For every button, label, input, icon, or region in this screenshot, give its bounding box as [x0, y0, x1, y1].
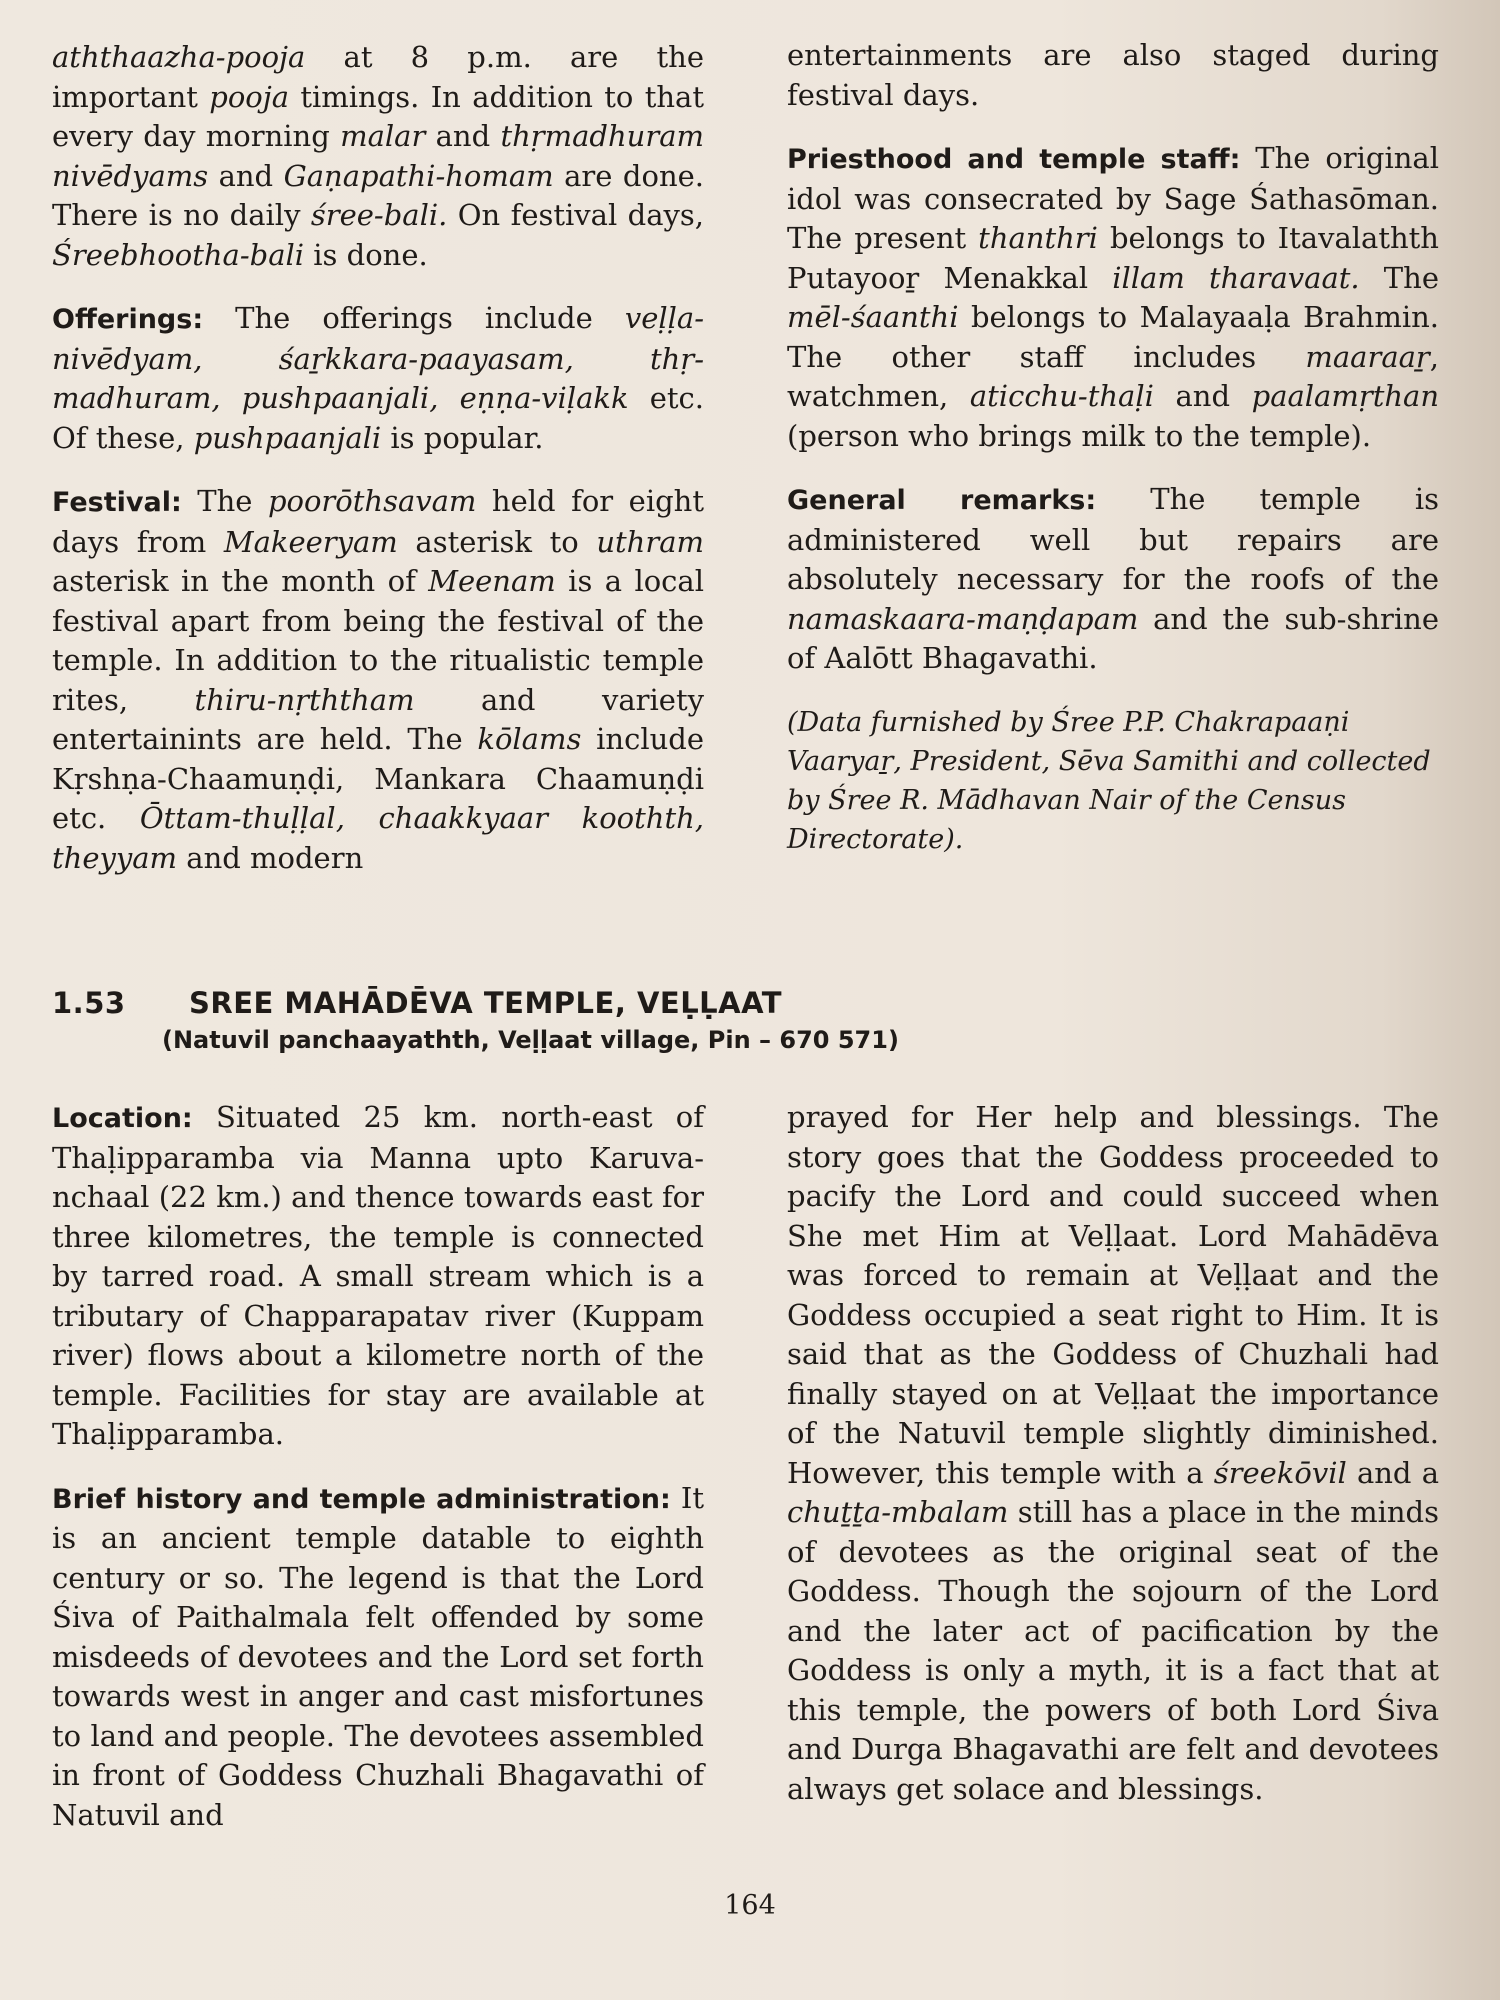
paragraph-offerings — [52, 299, 704, 458]
text-run: The — [1359, 260, 1439, 295]
heading-history: Brief history and temple administration: — [52, 1483, 671, 1515]
italic-term: aticchu-thaḷi — [969, 379, 1154, 413]
italic-term: malar — [340, 119, 426, 153]
paragraph-entertainments — [787, 36, 1439, 115]
text-run: still has a place in the minds of devotees as the original seat of the Goddess. Though the sojourn of the Lord and the later act of pacification by the Goddess is only a myth, it is a fact that at this temple, the powers of both Lord Śiva and Durga Bhagavathi are felt and devotees always get solace and blessings. — [787, 1495, 1439, 1806]
text-run: is a local festival apart from being the festival of the temple. In addition to the ritualistic temple rites, — [52, 564, 704, 717]
paragraph-history — [52, 1479, 704, 1836]
text-run: and a — [1346, 1455, 1439, 1490]
italic-term: kōlams — [477, 722, 582, 756]
italic-term: veḷḷa-nivēdyam, śaṟkkara-paayasam, thṛ-madhuram, pushpaanjali, eṇṇa-viḷakk — [52, 301, 704, 415]
italic-term: thṛmadhuram nivēdyams — [52, 119, 704, 193]
text-run: include Kṛshṇa-Chaamuṇḍi, Mankara Chaamuṇḍi etc. — [52, 722, 704, 835]
italic-term: mēl-śaanthi — [787, 300, 959, 334]
italic-term: pushpaanjali — [193, 420, 382, 455]
text-run: Situated 25 km. north-east of Thaḷipparamba via Manna upto Karuva-nchaal (22 km.) and thence towards east for three kilometres, the temple is connected by tarred road. A small stream which is a tributary of Chapparapatav river (Kuppam river) flows about a kilometre north of the temple. Facilities for stay are available at Thaḷipparamba. — [52, 1100, 704, 1451]
text-run: belongs to Itavalathth Putayooṟ Menakkal — [787, 221, 1439, 295]
text-run: at 8 p.m. are the important — [52, 40, 704, 114]
italic-term: pooja — [209, 79, 290, 114]
column-top-right — [787, 36, 1439, 883]
text-run: are done. There is no daily — [52, 158, 704, 232]
text-run: entertainments are also staged during festival days. — [787, 38, 1439, 112]
paragraph-legend — [787, 1098, 1439, 1809]
italic-term: maaraaṟ — [1305, 339, 1430, 374]
text-run: timings. In addition to that every day morning — [52, 79, 704, 153]
text-run: The temple is administered well but repairs are absolutely necessary for the roofs of the — [787, 482, 1440, 596]
paragraph-location — [52, 1098, 704, 1455]
italic-term: paalamṛthan — [1251, 379, 1440, 413]
italic-term: namaskaara-maṇḍapam — [787, 601, 1139, 636]
heading-location: Location: — [52, 1103, 193, 1134]
text-run: prayed for Her help and blessings. The story goes that the Goddess proceeded to pacify the Lord and could succeed when She met Him at Veḷḷaat. Lord Mahādēva was forced to remain at Veḷḷaat and the Goddess occupied a seat right to Him. It is said that as the Goddess of Chuzhali had finally stayed on at Veḷḷaat the importance of the Natuvil temple slightly diminished. However, this temple with a — [787, 1100, 1439, 1490]
text-run: , watchmen, — [787, 339, 1439, 413]
heading-festival: Festival: — [52, 487, 182, 518]
paragraph-general-remarks — [787, 480, 1439, 679]
column-top-left — [52, 38, 704, 902]
text-run: and modern — [177, 840, 364, 875]
paragraph-priesthood — [787, 139, 1439, 456]
data-credit: (Data furnished by Śree P.P. Chakrapaaṇi Vaaryaṟ, President, Sēva Samithi and collected by Śree R. Mādhavan Nair of the Census Directorate). — [787, 706, 1431, 855]
italic-term: aththaazha-pooja — [52, 40, 306, 74]
italic-term: śreekōvil — [1213, 1455, 1347, 1490]
column-bottom-left — [52, 1098, 704, 1859]
page-number: 164 — [724, 1890, 776, 1921]
text-run: On festival days, — [447, 198, 704, 232]
text-run: is popular. — [381, 420, 544, 455]
heading-offerings: Offerings: — [52, 304, 204, 335]
column-bottom-right — [787, 1098, 1439, 1833]
section-number: 1.53 — [52, 986, 126, 1020]
text-run: The — [181, 484, 268, 518]
text-run: The original idol was consecrated by Sage Śathasōman. The present — [787, 141, 1439, 255]
text-run: and variety entertainints are held. The — [52, 682, 704, 756]
italic-term: illam tharavaat. — [1112, 260, 1360, 295]
heading-general-remarks: General remarks: — [787, 485, 1097, 516]
text-run: The offerings include — [203, 301, 625, 335]
text-run: and — [208, 158, 284, 193]
heading-priesthood: Priesthood and temple staff: — [787, 144, 1241, 175]
text-run: (person who brings milk to the temple). — [787, 418, 1372, 453]
italic-term: Ōttam-thuḷḷal, chaakkyaar koothth, theyyam — [52, 801, 704, 875]
paragraph-festival — [52, 482, 704, 878]
italic-term: Meenam — [428, 564, 556, 598]
text-run: asterisk in the month of — [52, 564, 429, 598]
italic-term: Gaṇapathi-homam — [283, 158, 554, 193]
italic-term: chuṯṯa-mbalam — [787, 1495, 1009, 1529]
text-run: asterisk to — [397, 524, 597, 559]
paragraph-pooja-timings — [52, 38, 704, 275]
text-run: It is an ancient temple datable to eighth century or so. The legend is that the Lord Śiva of Paithalmala felt offended by some misdeeds of devotees and the Lord set forth towards west in anger and cast misfortunes to land and people. The devotees assembled in front of Goddess Chuzhali Bhagavathi of Natuvil and — [52, 1480, 704, 1832]
text-run: held for eight days from — [52, 484, 704, 559]
italic-term: Makeeryam — [223, 524, 398, 559]
text-run: etc. Of these, — [52, 381, 704, 455]
italic-term: poorōthsavam — [267, 484, 477, 518]
section-title-text: SREE MAHĀDĒVA TEMPLE, VEḶḶAAT — [189, 986, 783, 1020]
italic-term: Śreebhootha-bali — [52, 237, 305, 272]
italic-term: thanthri — [978, 221, 1098, 255]
text-run: belongs to Malayaaḷa Brahmin. The other staff includes — [787, 300, 1439, 374]
italic-term: uthram — [596, 524, 704, 559]
italic-term: thiru-nṛththam — [194, 682, 415, 717]
italic-term: śree-bali. — [310, 198, 448, 232]
text-run: and — [1153, 379, 1252, 413]
section-title — [52, 986, 782, 1020]
text-run: is done. — [304, 237, 428, 272]
section-subtitle: (Natuvil panchaayathth, Veḷḷaat village, Pin – 670 571) — [162, 1026, 899, 1054]
text-run: and — [425, 119, 501, 153]
text-run: and the sub-shrine of Aalōtt Bhagavathi. — [787, 601, 1439, 675]
